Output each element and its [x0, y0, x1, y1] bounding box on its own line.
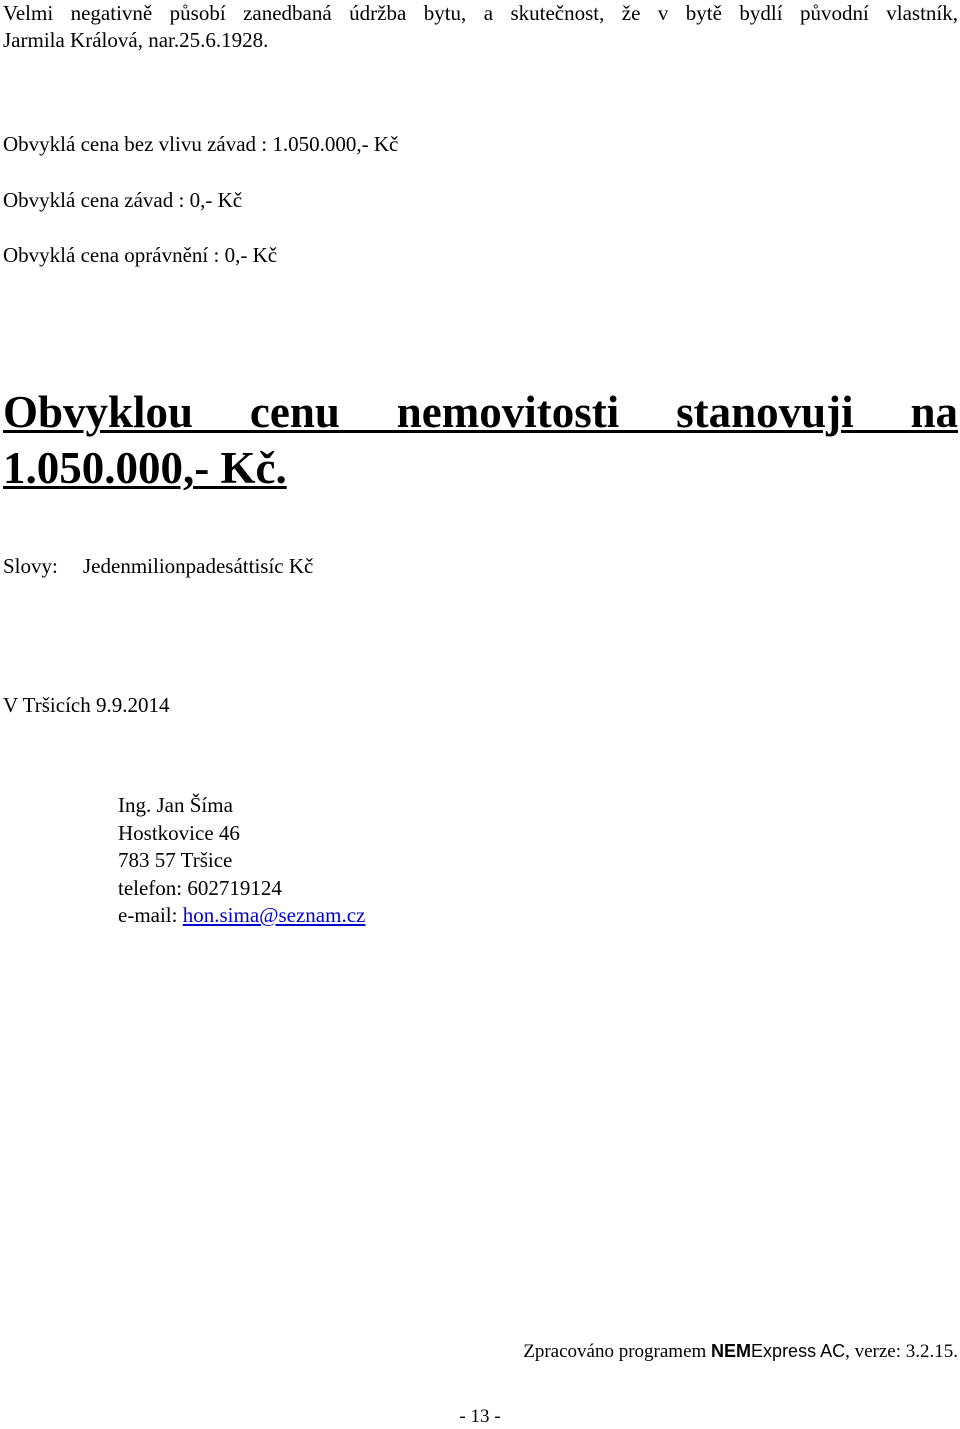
place-and-date: V Tršicích 9.9.2014: [3, 693, 170, 717]
in-words-label: Slovy:: [3, 554, 58, 578]
price-rights: Obvyklá cena oprávnění : 0,- Kč: [3, 243, 278, 267]
in-words-value: Jedenmilionpadesáttisíc Kč: [83, 554, 314, 578]
conclusion-statement: [3, 384, 958, 496]
conclusion-line-2: 1.050.000,- Kč.: [3, 443, 287, 493]
intro-paragraph: [3, 0, 958, 54]
software-brand: [711, 1341, 845, 1361]
brand-bold: NEM: [711, 1341, 752, 1361]
signature-block: [118, 792, 365, 930]
signature-name: Ing. Jan Šíma: [118, 793, 233, 817]
intro-line-1: Velmi negativně působí zanedbaná údržba bytu, a skutečnost, že v bytě bydlí původní vlastník,: [3, 1, 958, 25]
signature-email-row: [118, 902, 365, 930]
footer-generator-note: [523, 1339, 958, 1364]
price-without-liens: Obvyklá cena bez vlivu závad : 1.050.000,- Kč: [3, 132, 399, 156]
page-number: - 13 -: [459, 1406, 501, 1427]
signature-street: Hostkovice 46: [118, 820, 240, 845]
brand-rest: Express AC: [751, 1341, 846, 1361]
footer-prefix: Zpracováno programem: [523, 1341, 707, 1362]
intro-line-2: Jarmila Králová, nar.25.6.1928.: [3, 28, 269, 52]
email-link[interactable]: hon.sima@seznam.cz: [182, 903, 366, 927]
conclusion-line-1: Obvyklou cenu nemovitosti stanovuji na: [3, 387, 958, 437]
footer-suffix: , verze: 3.2.15.: [845, 1341, 958, 1362]
signature-phone: telefon: 602719124: [118, 875, 282, 900]
price-liens: Obvyklá cena závad : 0,- Kč: [3, 188, 243, 212]
email-label: e-mail:: [118, 903, 178, 927]
signature-city: 783 57 Tršice: [118, 848, 233, 872]
